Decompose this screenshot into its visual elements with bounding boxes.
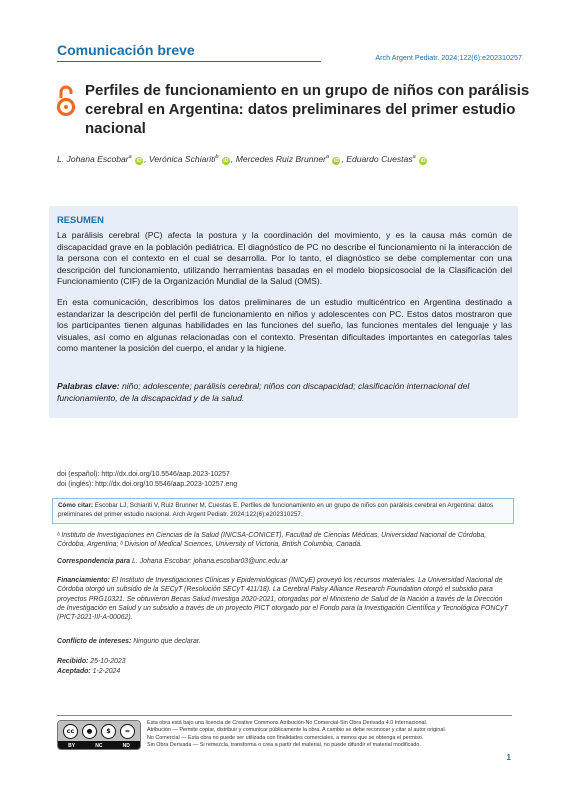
abstract-paragraph: La parálisis cerebral (PC) afecta la postura y la coordinación del movimiento, y es la causa más común de discapacidad grave en la población pediátrica. El diagnóstico de PC no describe el funcionamiento ni la interacción de la persona con el contexto en el cual se desarrolla. Por lo tanto, el diagnóstico se debe complementar con una descripción del funcionamiento, utilizando herramientas basadas en el modelo biopsicosocial de la Clasificación del Funcionamiento (CIF) de la Organización Mundial de la Salud (OMS). bbox=[57, 230, 512, 287]
accepted-date bbox=[57, 667, 512, 676]
received-date bbox=[57, 657, 512, 666]
nc-label: NC bbox=[95, 742, 103, 749]
funding-label: Financiamiento: bbox=[57, 577, 110, 584]
author-name: L. Johana Escobar bbox=[57, 154, 129, 164]
author-affiliation-mark: a bbox=[412, 154, 416, 161]
cc-icon: cc bbox=[63, 724, 78, 739]
license-rule bbox=[57, 715, 512, 716]
received-label: Recibido: bbox=[57, 658, 89, 665]
correspondence-text: L. Johana Escobar: johana.escobar03@unc.edu.ar bbox=[130, 558, 288, 565]
license-line: Atribución — Permite copiar, distribuir y comunicar públicamente la obra. A cambio se debe reconocer y citar al autor original. bbox=[147, 727, 447, 734]
conflict-text: Ninguno que declarar. bbox=[131, 638, 201, 645]
journal-reference: Arch Argent Pediatr. 2024;122(6):e202310257 bbox=[375, 53, 522, 62]
license-line: Esta obra está bajo una licencia de Creative Commons Atribución-No Comercial-Sin Obra Derivada 4.0 Internacional. bbox=[147, 720, 428, 726]
accepted-value: 1-2-2024 bbox=[90, 668, 121, 675]
funding-text: El Instituto de Investigaciones Clínicas y Epidemiológicas (INICyE) proveyó los recursos materiales. La Universidad Nacional de Córdoba otorgó un subsidio de la SECyT (Resolución SECyT 411/18). La Cerebral Palsy Alliance Research Foundation otorgó el subsidio para proyectos PRG10321. Se obtuvieron Becas Salud Investiga 2020-2021, otorgadas por el Ministerio de Salud de la Nación a través de la Dirección de Investigación en Salud y un subsidio a través de un proyecto PICT otorgado por el Fondo para la Investigación Científica y Tecnológica FONCyT (PICT-2021-III-A-00062). bbox=[57, 577, 508, 622]
author-affiliation-mark: a bbox=[128, 154, 132, 161]
attribution-icon: ● bbox=[82, 724, 97, 739]
license-line: Sin Obra Derivada — Si remezcla, transforma o crea a partir del material, no puede difundir el material modificado. bbox=[147, 742, 421, 749]
by-label: BY bbox=[68, 742, 76, 749]
creative-commons-badge[interactable] bbox=[57, 720, 141, 750]
funding bbox=[57, 576, 512, 622]
noderivatives-icon: = bbox=[120, 724, 135, 739]
author-name: Verónica Schiariti bbox=[148, 154, 216, 164]
orcid-icon[interactable]: iD bbox=[333, 158, 339, 164]
keywords-label: Palabras clave: bbox=[57, 381, 120, 391]
author-affiliation-mark: b bbox=[215, 154, 219, 161]
affiliations: ᵃ Instituto de Investigaciones en Ciencias de la Salud (INICSA-CONICET), Facultad de Ciencias Médicas, Universidad Nacional de Córdoba, Córdoba, Argentina; ᵇ Division of Medical Sciences, University of Victoria, British Columbia, Canadá. bbox=[57, 532, 487, 549]
orcid-icon[interactable]: iD bbox=[223, 158, 229, 164]
nd-label: ND bbox=[122, 742, 130, 749]
abstract-heading: RESUMEN bbox=[57, 214, 104, 225]
open-access-icon bbox=[56, 84, 76, 118]
citation-box bbox=[52, 498, 514, 524]
license-line: No Comercial — Esta obra no puede ser utilizada con finalidades comerciales, a menos que se obtenga el permiso. bbox=[147, 734, 424, 741]
correspondence-label: Correspondencia para bbox=[57, 558, 131, 565]
article-title: Perfiles de funcionamiento en un grupo de niños con parálisis cerebral en Argentina: datos preliminares del primer estudio nacional bbox=[85, 82, 530, 137]
author-name: Mercedes Ruiz Brunner bbox=[235, 154, 326, 164]
correspondence bbox=[57, 557, 512, 566]
author-affiliation-mark: a bbox=[325, 154, 330, 161]
noncommercial-icon: $ bbox=[101, 724, 116, 739]
keywords-text: niño; adolescente; parálisis cerebral; niños con discapacidad; clasificación internacional del funcionamiento, de la discapacidad y de la salud. bbox=[57, 381, 470, 403]
doi-english[interactable]: doi (inglés): http://dx.doi.org/10.5546/aap.2023-10257.eng bbox=[57, 481, 238, 488]
accepted-label: Aceptado: bbox=[57, 668, 91, 675]
page-number: 1 bbox=[506, 753, 511, 762]
section-label: Comunicación breve bbox=[57, 42, 195, 58]
citation-label: Cómo citar: bbox=[58, 502, 93, 509]
author-name: Eduardo Cuestas bbox=[346, 154, 413, 164]
license-text bbox=[147, 720, 519, 750]
doi-spanish[interactable]: doi (español): http://dx.doi.org/10.5546/aap.2023-10257 bbox=[57, 471, 230, 478]
orcid-icon[interactable]: iD bbox=[136, 158, 142, 164]
keywords bbox=[57, 381, 512, 404]
abstract-paragraph: En esta comunicación, describimos los datos preliminares de un estudio multicéntrico en Argentina destinado a estandarizar la descripción del perfil de funcionamiento en niños y adolescentes con PC. Estos datos mostraron que los participantes tienen algunas habilidades en las funciones del sueño, las funciones mentales del lenguaje y las visuales, así como en algunas relacionadas con el contexto. Presentan dificultades importantes en categorías tales como mantener la posición del cuerpo, el andar y la higiene. bbox=[57, 297, 512, 354]
conflict-label: Conflicto de intereses: bbox=[57, 638, 132, 645]
citation-text: Escobar LJ, Schiariti V, Ruiz Brunner M, Cuestas E. Perfiles de funcionamiento en un grupo de niños con parálisis cerebral en Argentina: datos preliminares del primer estudio nacional. Arch Argent Pediatr. 2024;122(6):e202310257. bbox=[58, 502, 494, 518]
orcid-icon[interactable]: iD bbox=[420, 158, 426, 164]
conflict-of-interest bbox=[57, 637, 512, 646]
section-rule bbox=[57, 61, 321, 62]
author-list: L. Johana Escobar$^a$ iD , Verónica Schiariti$^b$ iD , Mercedes Ruiz Brunner$^a$ iD , Eduardo Cuestas$^a$ iD bbox=[57, 154, 426, 164]
received-value: 25-10-2023 bbox=[88, 658, 126, 665]
